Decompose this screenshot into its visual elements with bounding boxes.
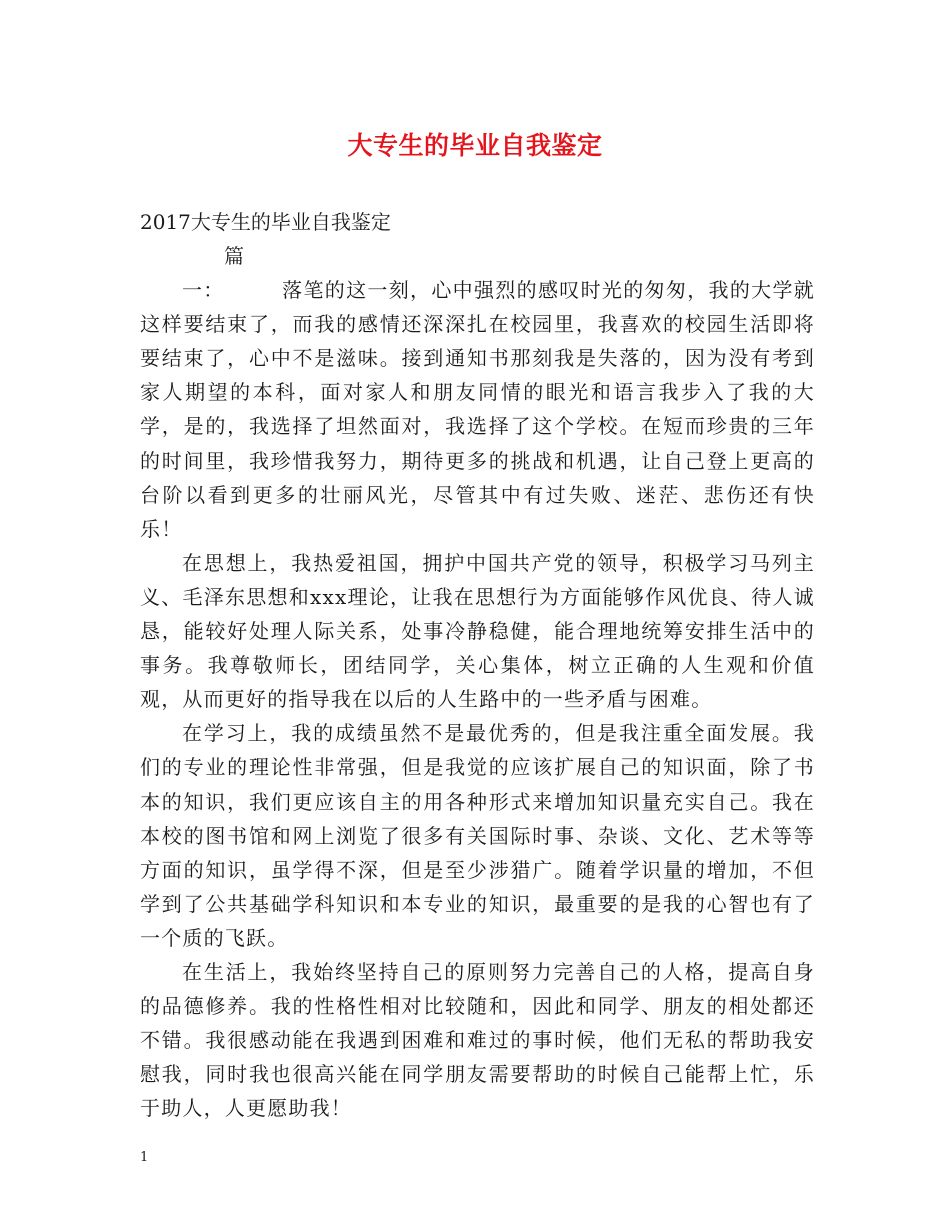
document-subtitle: 2017大专生的毕业自我鉴定 — [140, 210, 391, 234]
paragraph-1 — [140, 239, 815, 546]
paragraph-2: 在思想上，我热爱祖国，拥护中国共产党的领导，积极学习马列主义、毛泽东思想和xxx理论，让我在思想行为方面能够作风优良、待人诚恳，能较好处理人际关系，处事冷静稳健，能合理地统筹安排生活中的事务。我尊敬师长，团结同学，关心集体，树立正确的人生观和价值观，从而更好的指导我在以后的人生路中的一些矛盾与困难。 — [140, 550, 815, 712]
document-body — [140, 239, 815, 1125]
page-number: 1 — [140, 1150, 149, 1165]
paragraph-4: 在生活上，我始终坚持自己的原则努力完善自己的人格，提高自身的品德修养。我的性格性相对比较随和，因此和同学、朋友的相处都还不错。我很感动能在我遇到困难和难过的事时候，他们无私的帮助我安慰我，同时我也很高兴能在同学朋友需要帮助的时候自己能帮上忙，乐于助人，人更愿助我！ — [140, 959, 815, 1121]
document-title: 大专生的毕业自我鉴定 — [347, 131, 603, 160]
paragraph-1-text: 落笔的这一刻，心中强烈的感叹时光的匆匆，我的大学就这样要结束了，而我的感情还深深扎在校园里，我喜欢的校园生活即将要结束了，心中不是滋味。接到通知书那刻我是失落的，因为没有考到家人期望的本科，面对家人和朋友同情的眼光和语言我步入了我的大学，是的，我选择了坦然面对，我选择了这个学校。在短而珍贵的三年的时间里，我珍惜我努力，期待更多的挑战和机遇，让自己登上更高的台阶以看到更多的壮丽风光，尽管其中有过失败、迷茫、悲伤还有快乐！ — [140, 278, 815, 541]
section-label: 篇一： — [182, 244, 246, 303]
paragraph-3: 在学习上，我的成绩虽然不是最优秀的，但是我注重全面发展。我们的专业的理论性非常强，但是我觉的应该扩展自己的知识面，除了书本的知识，我们更应该自主的用各种形式来增加知识量充实自己。我在本校的图书馆和网上浏览了很多有关国际时事、杂谈、文化、艺术等等方面的知识，虽学得不深，但是至少涉猎广。随着学识量的增加，不但学到了公共基础学科知识和本专业的知识，最重要的是我的心智也有了一个质的飞跃。 — [140, 721, 815, 950]
